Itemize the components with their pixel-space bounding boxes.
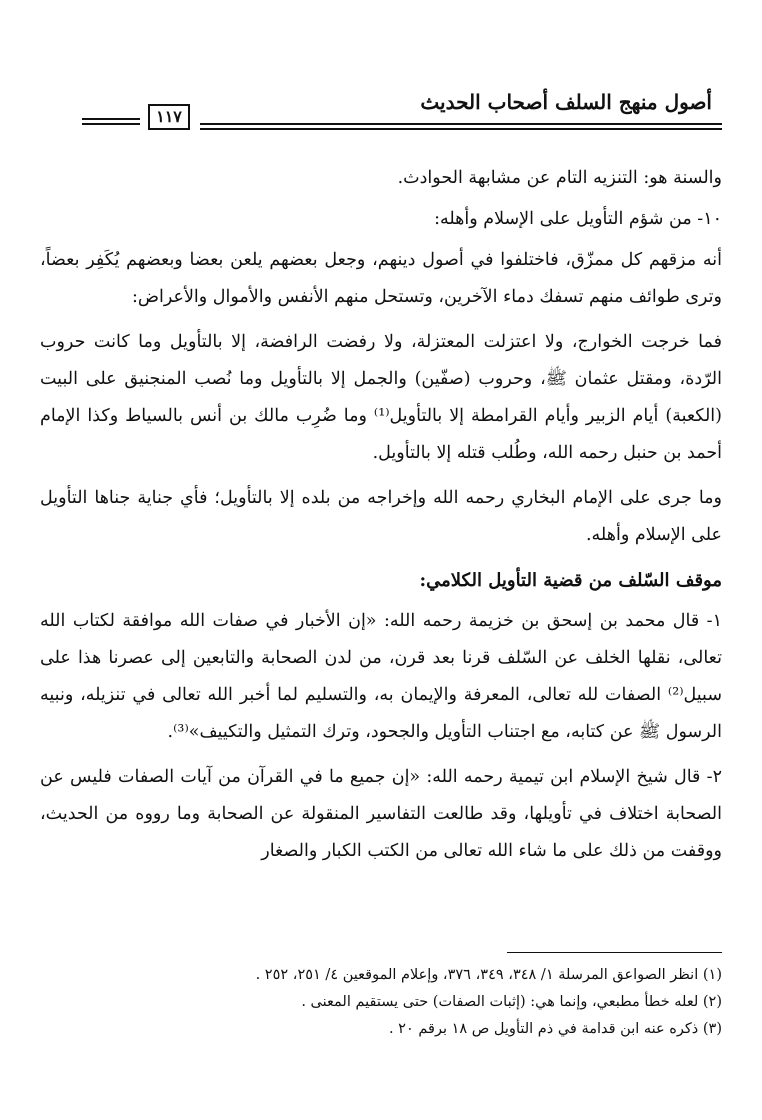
paragraph-1: والسنة هو: التنزيه التام عن مشابهة الحوادث.	[397, 168, 722, 188]
paragraph-5: وما جرى على الإمام البخاري رحمه الله وإخراجه من بلده إلا بالتأويل؛ فأي جناية جناها التأويل على الإسلام وأهله.	[40, 488, 722, 545]
paragraph-7: ٢- قال شيخ الإسلام ابن تيمية رحمه الله: «إن جميع ما في القرآن من آيات الصفات فليس عن الصحابة اختلاف في تأويلها، وقد طالعت التفاسير المنقولة عن الصحابة وما رووه من الحديث، ووقفت من ذلك على ما شاء الله تعالى من الكتب الكبار والصغار	[40, 767, 722, 861]
main-text	[40, 160, 722, 870]
paragraph-2: ١٠- من شؤم التأويل على الإسلام وأهله:	[434, 209, 722, 229]
paragraph-4: فما خرجت الخوارج، ولا اعتزلت المعتزلة، ولا رفضت الرافضة، إلا بالتأويل وما كانت حروب الرّدة، ومقتل عثمان ﷺ، وحروب (صفّين) والجمل إلا بالتأويل وما نُصب المنجنيق على البيت (الكعبة) أيام الزبير وأيام القرامطة إلا بالتأويل⁽¹⁾ وما ضُرِب مالك بن أنس بالسياط وكذا الإمام أحمد بن حنبل رحمه الله، وطُلب قتله إلا بالتأويل.	[40, 332, 722, 463]
footnote-2: (٢) لعله خطأ مطبعي، وإنما هي: (إثبات الصفات) حتى يستقيم المعنى .	[301, 994, 722, 1010]
page-number: ١١٧	[148, 104, 190, 130]
header-rule-bottom	[200, 128, 722, 130]
paragraph-3: أنه مزقهم كل ممزّق، فاختلفوا في أصول دينهم، وجعل بعضهم يلعن بعضا وبعضهم يُكَفِر بعضاً، وترى طوائف منهم تسفك دماء الآخرين، وتستحل منهم الأنفس والأموال والأعراض:	[40, 250, 722, 307]
footnote-3: (٣) ذكره عنه ابن قدامة في ذم التأويل ص ١٨ برقم ٢٠ .	[388, 1021, 722, 1037]
section-heading: موقف السّلف من قضية التأويل الكلامي:	[419, 570, 722, 591]
paragraph-6: ١- قال محمد بن إسحق بن خزيمة رحمه الله: «إن الأخبار في صفات الله موافقة لكتاب الله تعالى، نقلها الخلف عن السّلف قرنا بعد قرن، من لدن الصحابة والتابعين إلى عصرنا هذا على سبيل⁽²⁾ الصفات لله تعالى، المعرفة والإيمان به، والتسليم لما أخبر الله تعالى في تنزيله، ونبيه الرسول ﷺ عن كتابه، مع اجتناب التأويل والجحود، وترك التمثيل والتكييف»⁽³⁾.	[40, 611, 722, 742]
footnotes	[40, 962, 722, 1043]
footnote-1: (١) انظر الصواعق المرسلة ١/ ٣٤٨، ٣٤٩، ٣٧٦، وإعلام الموقعين ٤/ ٢٥١، ٢٥٢ .	[255, 967, 722, 983]
running-header-title: أصول منهج السلف أصحاب الحديث	[420, 90, 712, 114]
header-short-rule-top	[82, 118, 140, 120]
header-short-rule-bottom	[82, 123, 140, 125]
footnote-rule	[507, 952, 722, 953]
header-rule-top	[200, 123, 722, 125]
